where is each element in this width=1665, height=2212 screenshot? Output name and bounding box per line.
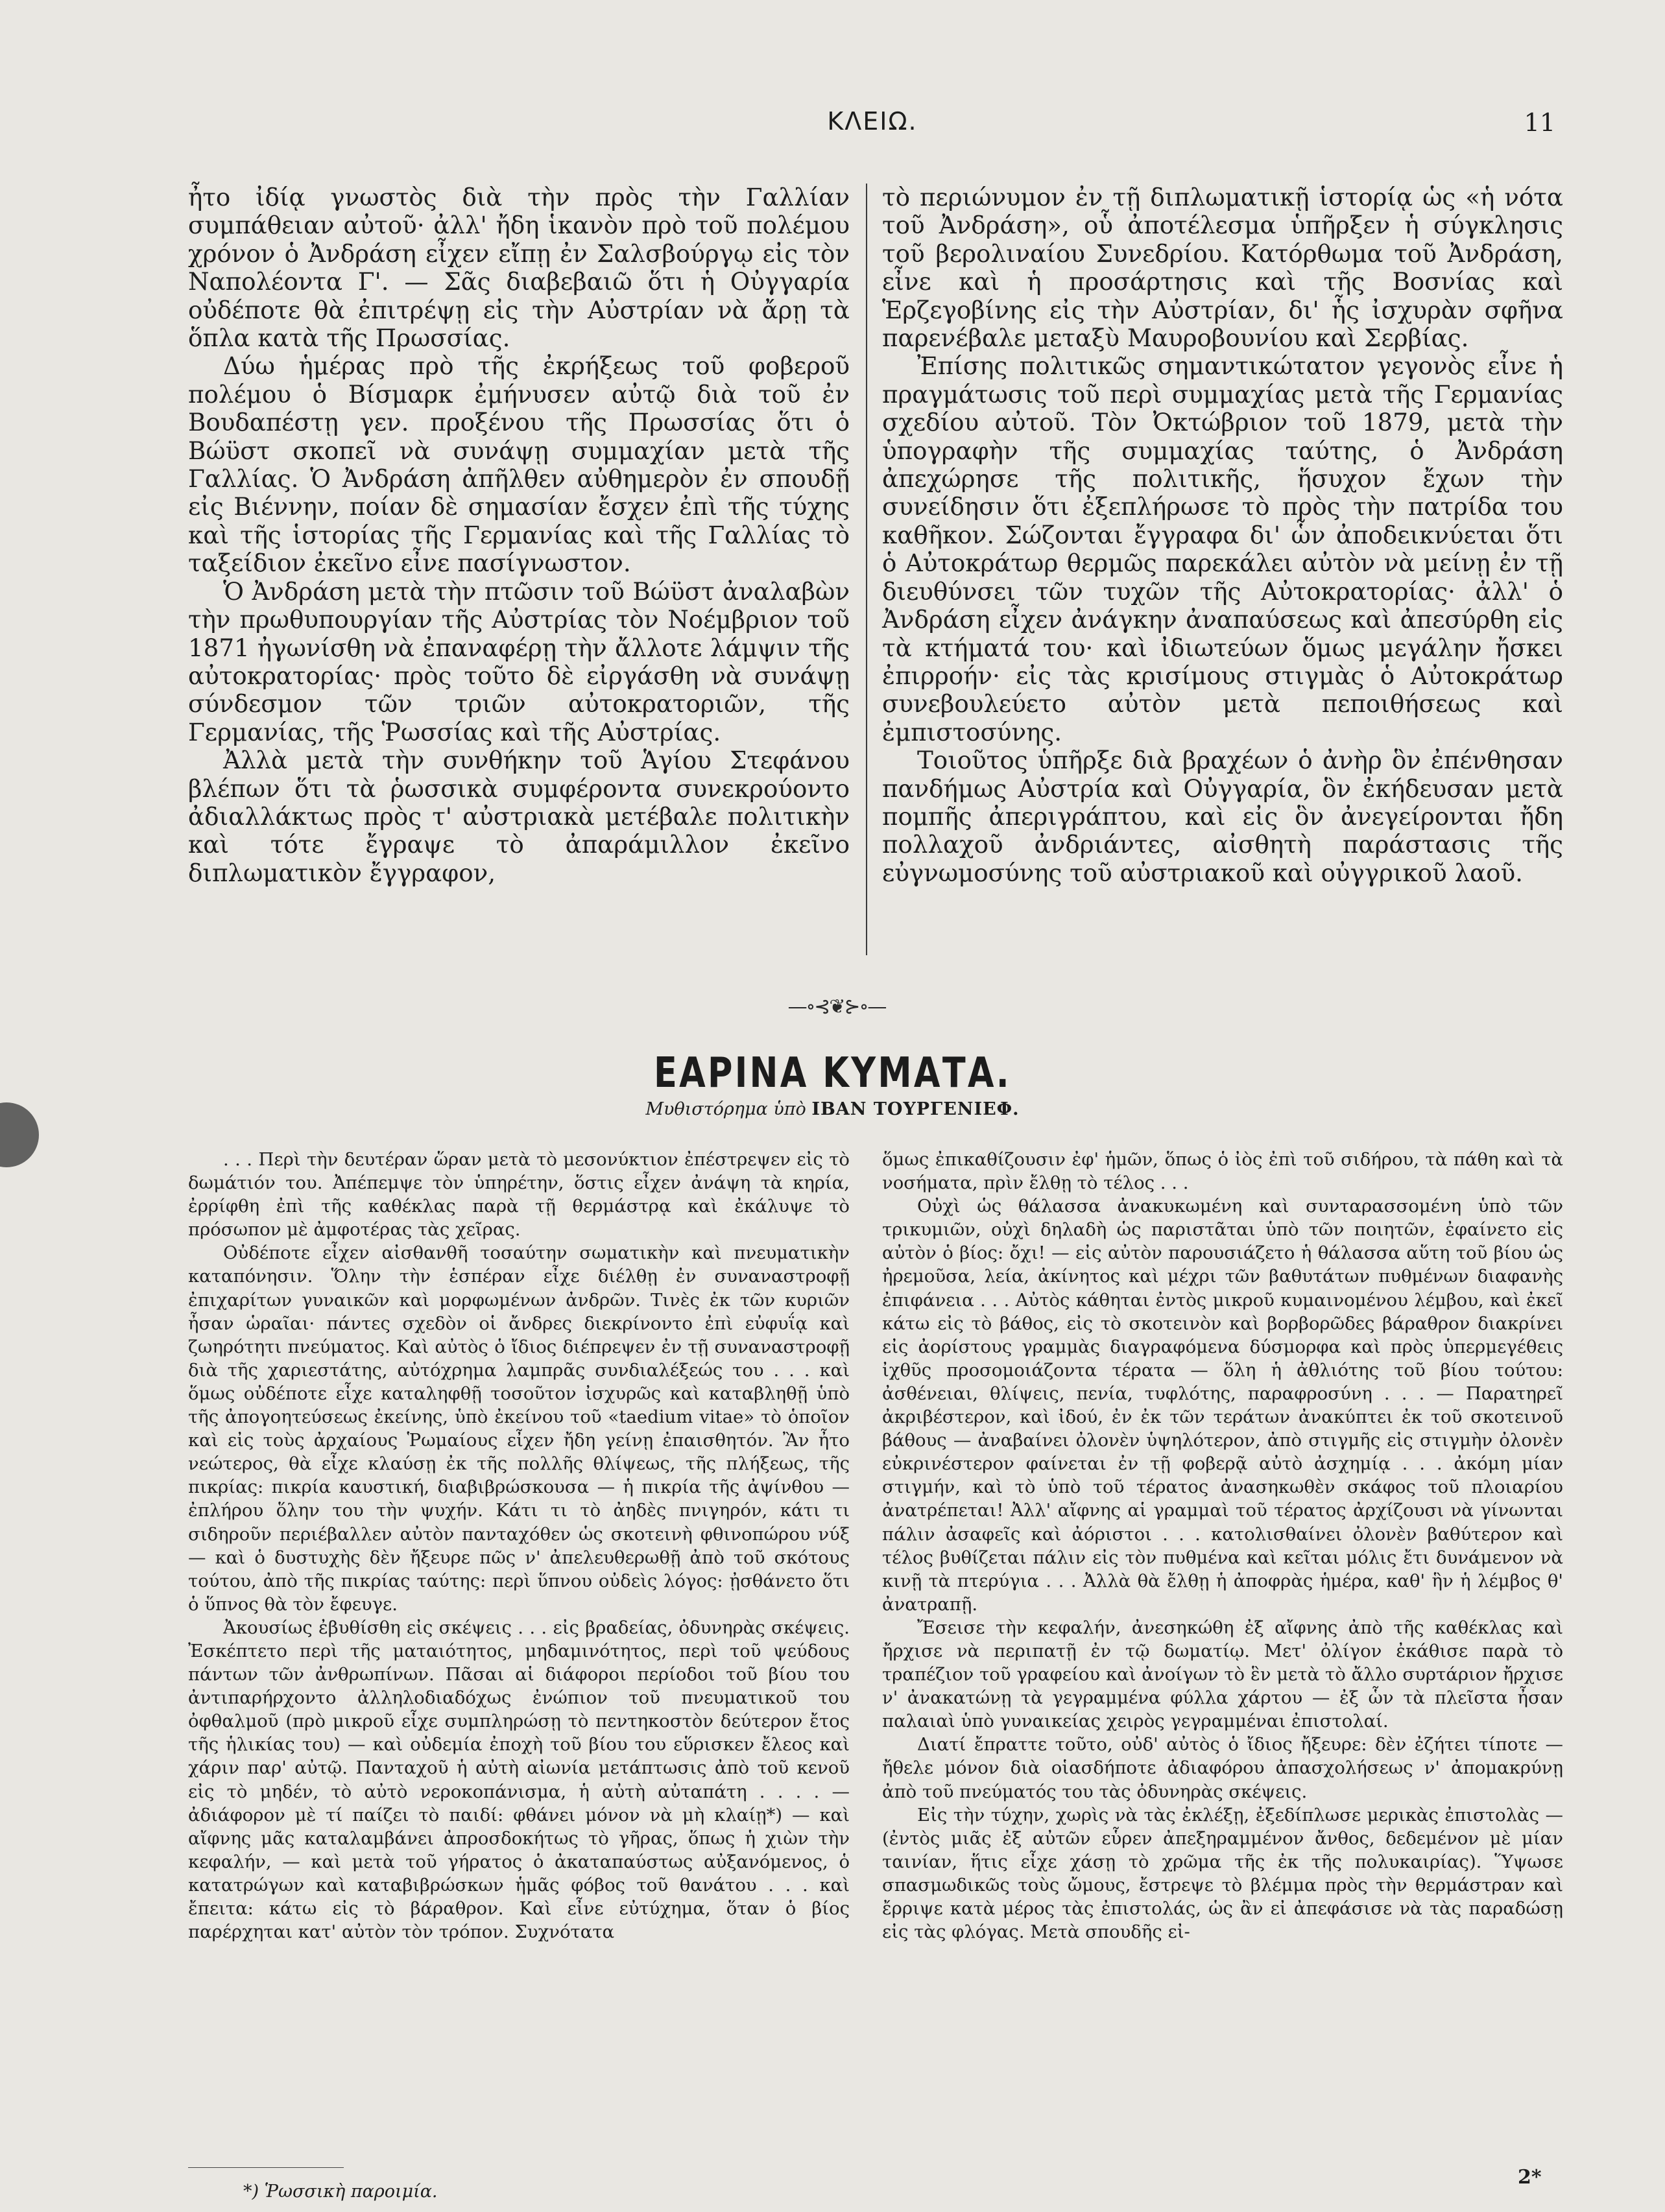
paragraph: Δύω ἡμέρας πρὸ τῆς ἐκρήξεως τοῦ φοβεροῦ πολέμου ὁ Βίσμαρκ ἐμήνυσεν αὐτῷ διὰ τοῦ ἐν Βουδαπέστῃ γεν. προξένου τῆς Πρωσσίας ὅτι ὁ Βώϋστ σκοπεῖ νὰ συνάψῃ συμμαχίαν μετὰ τῆς Γαλλίας. Ὁ Ἀνδράση ἀπῆλθεν αὐθημερὸν ἐν σπουδῇ εἰς Βιέννην, ποίαν δὲ σημασίαν ἔσχεν ἐπὶ τῆς τύχης καὶ τῆς ἱστορίας τῆς Γερμανίας καὶ τῆς Γαλλίας τὸ ταξείδιον ἐκεῖνο εἶνε πασίγνωστον.	[188, 351, 850, 578]
paragraph: Οὐχὶ ὡς θάλασσα ἀνακυκωμένη καὶ συνταρασσομένη ὑπὸ τῶν τρικυμιῶν, οὐχὶ δηλαδὴ ὡς παριστᾶται ὑπὸ τῶν ποιητῶν, ἐφαίνετο εἰς αὐτὸν ὁ βίος: ὄχι! — εἰς αὐτὸν παρουσιάζετο ἡ θάλασσα αὕτη τοῦ βίου ὡς ἠρεμοῦσα, λεία, ἀκίνητος καὶ μέχρι τῶν βαθυτάτων πυθμένων διαφανὴς ἐπιφάνεια . . . Αὐτὸς κάθηται ἐντὸς μικροῦ κυμαινομένου λέμβου, καὶ ἐκεῖ κάτω εἰς τὸ βάθος, εἰς τὸ σκοτεινὸν καὶ βορβορῶδες βάραθρον διακρίνει εἰς ἀορίστους γραμμὰς διαγραφόμενα δύσμορφα καὶ πρὸς ὑπερμεγέθεις ἰχθῦς προσομοιάζοντα τέρατα — ὅλη ἡ ἀθλιότης τοῦ βίου τούτου: ἀσθένειαι, θλίψεις, πενία, τυφλότης, παραφροσύνη . . . — Παρατηρεῖ ἀκριβέστερον, καὶ ἰδού, ἐν ἐκ τῶν τεράτων ἀνακύπτει ἐκ τοῦ σκοτεινοῦ βάθους — ἀναβαίνει ὀλονὲν ὑψηλότερον, ἀπὸ στιγμῆς εἰς στιγμὴν ὀλονὲν εὐκρινέστερον φαίνεται ἐν τῇ φοβερᾷ αὐτὸ ἀσχημίᾳ . . . ἀκόμη μίαν στιγμήν, καὶ τὸ ὑπὸ τοῦ τέρατος ἀνασηκωθὲν σκάφος τοῦ πλοιαρίου ἀνατρέπεται! Ἀλλ' αἴφνης αἱ γραμμαὶ τοῦ τέρατος ἀρχίζουσι νὰ γίνωνται πάλιν ἀσαφεῖς καὶ ἀόριστοι . . . κατολισθαίνει ὀλονὲν βαθύτερον καὶ τέλος βυθίζεται πάλιν εἰς τὸν πυθμένα καὶ κεῖται μόλις ἔτι δυνάμενον νὰ κινῇ τὰ πτερύγια . . . Ἀλλὰ θὰ ἔλθῃ ἡ ἀποφρὰς ἡμέρα, καθ' ἣν ἡ λέμβος θ' ἀνατραπῇ.	[882, 1196, 1563, 1615]
paragraph: Ὁ Ἀνδράση μετὰ τὴν πτῶσιν τοῦ Βώϋστ ἀναλαβὼν τὴν πρωθυπουργίαν τῆς Αὐστρίας τὸν Νοέμβριον τοῦ 1871 ἠγωνίσθη νὰ ἐπαναφέρῃ τὴν ἄλλοτε λάμψιν τῆς αὐτοκρατορίας· πρὸς τοῦτο δὲ εἰργάσθη νὰ συνάψῃ σύνδεσμον τῶν τριῶν αὐτοκρατοριῶν, τῆς Γερμανίας, τῆς Ῥωσσίας καὶ τῆς Αὐστρίας.	[188, 577, 850, 746]
story-byline	[0, 1099, 1665, 1119]
footnote: *) Ῥωσσικὴ παροιμία.	[243, 2182, 438, 2202]
top-right-column	[882, 184, 1563, 887]
story-left-column	[188, 1148, 850, 1944]
paragraph: Τοιοῦτος ὑπῆρξε διὰ βραχέων ὁ ἀνὴρ ὃν ἐπένθησαν πανδήμως Αὐστρία καὶ Οὐγγαρία, ὃν ἐκήδευσαν μετὰ πομπῆς ἀπεριγράπτου, καὶ εἰς ὃν ἀνεγείρονται ἤδη πολλαχοῦ ἀνδριάντες, αἰσθητὴ παράστασις τῆς εὐγνωμοσύνης τοῦ αὐστριακοῦ καὶ οὐγγρικοῦ λαοῦ.	[882, 746, 1563, 887]
byline-prefix: Μυθιστόρημα ὑπὸ	[645, 1099, 806, 1119]
paragraph: τὸ περιώνυμον ἐν τῇ διπλωματικῇ ἱστορίᾳ ὡς «ἡ νότα τοῦ Ἀνδράση», οὗ ἀποτέλεσμα ὑπῆρξεν ἡ σύγκλησις τοῦ βερολιναίου Συνεδρίου. Κατόρθωμα τοῦ Ἀνδράση, εἶνε καὶ ἡ προσάρτησις καὶ τῆς Βοσνίας καὶ Ἑρζεγοβίνης εἰς τὴν Αὐστρίαν, δι' ἧς ἰσχυρὰν σφῆνα παρενέβαλε μεταξὺ Μαυροβουνίου καὶ Σερβίας.	[882, 183, 1563, 353]
paragraph: Εἰς τὴν τύχην, χωρὶς νὰ τὰς ἐκλέξῃ, ἐξεδίπλωσε μερικὰς ἐπιστολὰς — (ἐντὸς μιᾶς ἐξ αὐτῶν εὗρεν ἀπεξηραμμένον ἄνθος, δεδεμένον μὲ μίαν ταινίαν, ἥτις εἶχε χάσῃ τὸ χρῶμα τῆς ἐκ τῆς πολυκαιρίας). Ὕψωσε σπασμωδικῶς τοὺς ὤμους, ἔστρεψε τὸ βλέμμα πρὸς τὴν θερμάστραν καὶ ἔρριψε κατὰ μέρος τὰς ἐπιστολάς, ὡς ἂν εἰ ἀπεφάσισε νὰ τὰς παραδώσῃ εἰς τὰς φλόγας. Μετὰ σπουδῆς εἰ-	[882, 1804, 1563, 1943]
paragraph: Ἀκουσίως ἐβυθίσθη εἰς σκέψεις . . . εἰς βραδείας, ὀδυνηρὰς σκέψεις. Ἐσκέπτετο περὶ τῆς ματαιότητος, μηδαμινότητος, περὶ τοῦ ψεύδους πάντων τῶν ἀνθρωπίνων. Πᾶσαι αἱ διάφοροι περίοδοι τοῦ βίου του ἀντιπαρήρχοντο ἀλληλοδιαδόχως ἐνώπιον τοῦ πνευματικοῦ του ὀφθαλμοῦ (πρὸ μικροῦ εἶχε συμπληρώσῃ τὸ πεντηκοστὸν δεύτερον ἔτος τῆς ἡλικίας του) — καὶ οὐδεμία ἐποχὴ τοῦ βίου του εὕρισκεν ἔλεος καὶ χάριν παρ' αὐτῷ. Πανταχοῦ ἡ αὐτὴ αἰωνία μετάπτωσις ἀπὸ τοῦ κενοῦ εἰς τὸ μηδέν, τὸ αὐτὸ νεροκοπάνισμα, ἡ αὐτὴ αὐταπάτη . . . . — ἀδιάφορον μὲ τί παίζει τὸ παιδί: φθάνει μόνον νὰ μὴ κλαίῃ*) — καὶ αἴφνης μᾶς καταλαμβάνει ἀπροσδοκήτως τὸ γῆρας, ὅπως ἡ χιὼν τὴν κεφαλήν, — καὶ μετὰ τοῦ γήρατος ὁ ἀκαταπαύστως αὐξανόμενος, ὁ κατατρώγων καὶ καταβιβρώσκων ἡμᾶς φόβος τοῦ θανάτου . . . καὶ ἔπειτα: κάτω εἰς τὸ βάραθρον. Καὶ εἶνε εὐτύχημα, ὅταν ὁ βίος παρέρχηται κατ' αὐτὸν τὸν τρόπον. Συχνότατα	[188, 1617, 850, 1943]
story-right-column	[882, 1148, 1563, 1944]
paragraph: . . . Περὶ τὴν δευτέραν ὥραν μετὰ τὸ μεσονύκτιον ἐπέστρεψεν εἰς τὸ δωμάτιόν του. Ἀπέπεμψε τὸν ὑπηρέτην, ὅστις εἶχεν ἀνάψη τὰ κηρία, ἐρρίφθη ἐπὶ τῆς καθέκλας παρὰ τῇ θερμάστρᾳ καὶ ἐκάλυψε τὸ πρόσωπον μὲ ἀμφοτέρας τὰς χεῖρας.	[188, 1149, 850, 1241]
page-number: 11	[1524, 108, 1555, 137]
top-left-column	[188, 184, 850, 887]
paragraph: Ἐπίσης πολιτικῶς σημαντικώτατον γεγονὸς εἶνε ἡ πραγμάτωσις τοῦ περὶ συμμαχίας μετὰ τῆς Γερμανίας σχεδίου αὐτοῦ. Τὸν Ὀκτώβριον τοῦ 1879, μετὰ τὴν ὑπογραφὴν τῆς συμμαχίας ταύτης, ὁ Ἀνδράση ἀπεχώρησε τῆς πολιτικῆς, ἥσυχον ἔχων τὴν συνείδησιν ὅτι ἐξεπλήρωσε τὸ πρὸς τὴν πατρίδα του καθῆκον. Σώζονται ἔγγραφα δι' ὧν ἀποδεικνύεται ὅτι ὁ Αὐτοκράτωρ θερμῶς παρεκάλει αὐτὸν νὰ μείνῃ ἐν τῇ διευθύνσει τῶν τυχῶν τῆς Αὐτοκρατορίας· ἀλλ' ὁ Ἀνδράση εἶχεν ἀνάγκην ἀναπαύσεως καὶ ἀπεσύρθη εἰς τὰ κτήματά του· καὶ ἰδιωτεύων ὅμως μεγάλην ἤσκει ἐπιρροήν· εἰς τὰς κρισίμους στιγμὰς ὁ Αὐτοκράτωρ συνεβουλεύετο αὐτὸν μετὰ πεποιθήσεως καὶ ἐμπιστοσύνης.	[882, 351, 1563, 746]
footnote-divider	[188, 2167, 344, 2168]
column-divider	[866, 184, 867, 955]
story-title: ΕΑΡΙΝΑ ΚΥΜΑΤΑ.	[653, 1049, 1012, 1097]
page-header	[182, 107, 1563, 146]
paragraph: Ἀλλὰ μετὰ τὴν συνθήκην τοῦ Ἁγίου Στεφάνου βλέπων ὅτι τὰ ῥωσσικὰ συμφέροντα συνεκρούοντο ἀδιαλλάκτως πρὸς τ' αὐστριακὰ μετέβαλε πολιτικὴν καὶ τότε ἔγραψε τὸ ἀπαράμιλλον ἐκεῖνο διπλωματικὸν ἔγγραφον,	[188, 746, 850, 887]
paragraph: Ἔσεισε τὴν κεφαλήν, ἀνεσηκώθη ἐξ αἴφνης ἀπὸ τῆς καθέκλας καὶ ἤρχισε νὰ περιπατῇ ἐν τῷ δωματίῳ. Μετ' ὀλίγον ἐκάθισε παρὰ τὸ τραπέζιον τοῦ γραφείου καὶ ἀνοίγων τὸ ἓν μετὰ τὸ ἄλλο συρτάριον ἤρχισε ν' ἀνακατώνῃ τὰ γεγραμμένα φύλλα χάρτου — ἐξ ὧν τὰ πλεῖστα ἦσαν παλαιαὶ ὑπὸ γυναικείας χειρὸς γεγραμμέναι ἐπιστολαί.	[882, 1617, 1563, 1732]
paragraph: ἦτο ἰδίᾳ γνωστὸς διὰ τὴν πρὸς τὴν Γαλλίαν συμπάθειαν αὐτοῦ· ἀλλ' ἤδη ἱκανὸν πρὸ τοῦ πολέμου χρόνον ὁ Ἀνδράση εἶχεν εἴπῃ ἐν Σαλσβούργῳ εἰς τὸν Ναπολέοντα Γ'. — Σᾶς διαβεβαιῶ ὅτι ἡ Οὐγγαρία οὐδέποτε θὰ ἐπιτρέψῃ εἰς τὴν Αὐστρίαν νὰ ἄρῃ τὰ ὅπλα κατὰ τῆς Πρωσσίας.	[188, 183, 850, 353]
running-title: ΚΛΕΙΩ.	[827, 107, 918, 136]
signature-mark: 2*	[1518, 2166, 1542, 2189]
author-name: ΙΒΑΝ ΤΟΥΡΓΕΝΙΕΦ.	[811, 1099, 1020, 1119]
paragraph: ὅμως ἐπικαθίζουσιν ἐφ' ἡμῶν, ὅπως ὁ ἰὸς ἐπὶ τοῦ σιδήρου, τὰ πάθη καὶ τὰ νοσήματα, πρὶν ἔλθῃ τὸ τέλος . . .	[882, 1149, 1563, 1194]
section-ornament: —∘⊰❦⊱∘—	[787, 995, 886, 1018]
paragraph: Διατί ἔπραττε τοῦτο, οὐδ' αὐτὸς ὁ ἴδιος ἤξευρε: δὲν ἐζήτει τίποτε — ἤθελε μόνον διὰ οἱασδήποτε ἀδιαφόρου ἀπασχολήσεως ν' ἀπομακρύνῃ ἀπὸ τοῦ πνεύματός του τὰς ὀδυνηρὰς σκέψεις.	[882, 1734, 1563, 1802]
paragraph: Οὐδέποτε εἶχεν αἰσθανθῆ τοσαύτην σωματικὴν καὶ πνευματικὴν καταπόνησιν. Ὅλην τὴν ἑσπέραν εἶχε διέλθῃ ἐν συναναστροφῇ ἐπιχαρίτων γυναικῶν καὶ μορφωμένων ἀνδρῶν. Τινὲς ἐκ τῶν κυριῶν ἦσαν ὡραῖαι· πάντες σχεδὸν οἱ ἄνδρες διεκρίνοντο ἐπὶ εὐφυΐᾳ καὶ ζωηρότητι πνεύματος. Καὶ αὐτὸς ὁ ἴδιος διέπρεψεν ἐν τῇ συναναστροφῇ διὰ τῆς χαριεστάτης, αὐτόχρημα λαμπρᾶς συνδιαλέξεώς του . . . καὶ ὅμως οὐδέποτε εἶχε καταληφθῇ τοσοῦτον ἰσχυρῶς καὶ καταβληθῇ ὑπὸ τῆς ἀπογοητεύσεως ἐκείνης, ὑπὸ ἐκείνου τοῦ «taedium vitae» τὸ ὁποῖον καὶ εἰς τοὺς ἀρχαίους Ῥωμαίους εἶχεν ἤδη γείνῃ ἐπαισθητόν. Ἂν ἦτο νεώτερος, θὰ εἶχε κλαύσῃ ἐκ τῆς πολλῆς θλίψεως, τῆς πλήξεως, τῆς πικρίας: πικρία καυστική, διαβιβρώσκουσα — ἡ πικρία τῆς ἀψίνθου — ἐπλήρου ὅλην του τὴν ψυχήν. Κάτι τι τὸ ἀηδὲς πνιγηρόν, κάτι τι σιδηροῦν περιέβαλλεν αὐτὸν πανταχόθεν ὡς σκοτεινὴ φθινοπώρου νύξ — καὶ ὁ δυστυχὴς δὲν ἤξευρε πῶς ν' ἀπελευθερωθῇ ἀπὸ τοῦ σκότους τούτου, ἀπὸ τῆς πικρίας ταύτης: περὶ ὕπνου οὐδεὶς λόγος: ᾐσθάνετο ὅτι ὁ ὕπνος θὰ τὸν ἔφευγε.	[188, 1243, 850, 1615]
